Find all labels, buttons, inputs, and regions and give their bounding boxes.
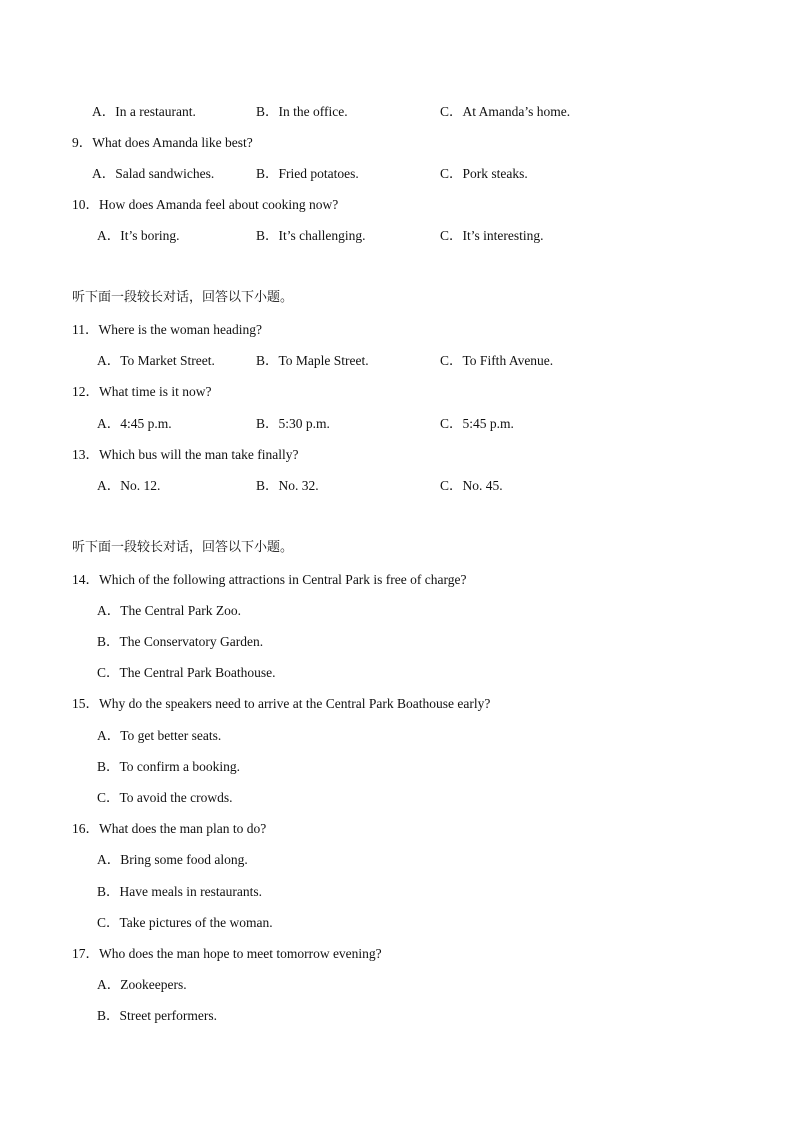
q15-question: 15．Why do the speakers need to arrive at the Central Park Boathouse early?: [72, 696, 491, 711]
q16-question: 16．What does the man plan to do?: [72, 821, 267, 836]
q12-option-c: C．5:45 p.m.: [440, 416, 514, 431]
q16-option-c: C．Take pictures of the woman.: [97, 915, 273, 930]
q8-option-b: B．In the office.: [256, 104, 348, 119]
q14-question: 14．Which of the following attractions in Central Park is free of charge?: [72, 572, 467, 587]
q15-option-c: C．To avoid the crowds.: [97, 790, 233, 805]
q9-option-b: B．Fried potatoes.: [256, 166, 359, 181]
q10-option-c: C．It’s interesting.: [440, 228, 544, 243]
q11-option-a: A．To Market Street.: [97, 353, 215, 368]
q12-option-b: B．5:30 p.m.: [256, 416, 330, 431]
q13-option-b: B．No. 32.: [256, 478, 319, 493]
q14-option-b: B．The Conservatory Garden.: [97, 634, 264, 649]
q12-question: 12．What time is it now?: [72, 384, 212, 399]
q16-option-b: B．Have meals in restaurants.: [97, 884, 262, 899]
q13-option-a: A．No. 12.: [97, 478, 161, 493]
section-instruction: 听下面一段较长对话，回答以下小题。: [72, 540, 294, 555]
q17-option-a: A．Zookeepers.: [97, 977, 187, 992]
q8-option-c: C．At Amanda’s home.: [440, 104, 571, 119]
q15-option-a: A．To get better seats.: [97, 728, 222, 743]
q14-option-c: C．The Central Park Boathouse.: [97, 665, 276, 680]
q17-option-b: B．Street performers.: [97, 1008, 217, 1023]
q16-option-a: A．Bring some food along.: [97, 852, 248, 867]
q13-question: 13．Which bus will the man take finally?: [72, 447, 299, 462]
q15-option-b: B．To confirm a booking.: [97, 759, 241, 774]
q9-question: 9．What does Amanda like best?: [72, 135, 253, 150]
q14-option-a: A．The Central Park Zoo.: [97, 603, 241, 618]
q9-option-c: C．Pork steaks.: [440, 166, 528, 181]
q11-option-c: C．To Fifth Avenue.: [440, 353, 554, 368]
q11-option-b: B．To Maple Street.: [256, 353, 369, 368]
q10-option-b: B．It’s challenging.: [256, 228, 366, 243]
q12-option-a: A．4:45 p.m.: [97, 416, 172, 431]
q13-option-c: C．No. 45.: [440, 478, 503, 493]
q11-question: 11．Where is the woman heading?: [72, 322, 262, 337]
q9-option-a: A．Salad sandwiches.: [92, 166, 215, 181]
section-instruction: 听下面一段较长对话，回答以下小题。: [72, 290, 294, 305]
q8-option-a: A．In a restaurant.: [92, 104, 196, 119]
q10-question: 10．How does Amanda feel about cooking now?: [72, 197, 339, 212]
q10-option-a: A．It’s boring.: [97, 228, 180, 243]
q17-question: 17．Who does the man hope to meet tomorrow evening?: [72, 946, 382, 961]
